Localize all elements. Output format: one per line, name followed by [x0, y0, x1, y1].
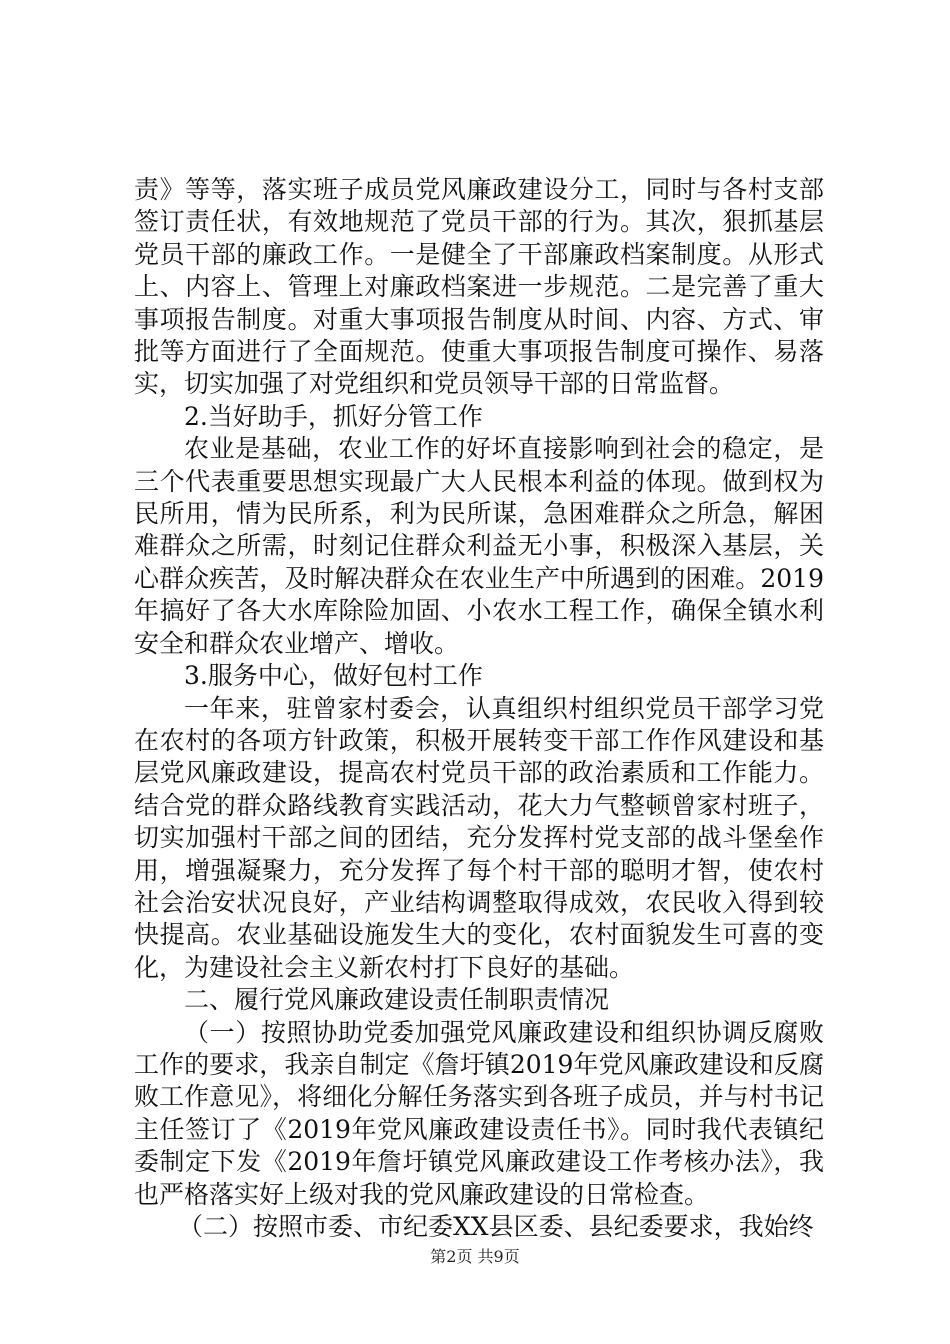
section-heading-2: 2.当好助手，抓好分管工作 — [184, 401, 483, 431]
page-footer: 第2页 共9页 — [430, 1247, 520, 1266]
paragraph-item-two: （二）按照市委、市纪委XX县区委、县纪委要求，我始终 — [178, 1212, 814, 1241]
paragraph-item-one: （一）按照协助党委加强党风廉政建设和组织协调反腐败工作的要求，我亲自制定《詹圩镇2019年党风廉政建设和反腐败工作意见》，将细化分解任务落实到各班子成员，并与村书记主任签订了《2019年党风廉政建设责任书》。同时我代表镇纪委制定下发《2019年詹圩镇党风廉政建设工作考核办法》，我也严格落实好上级对我的党风廉政建设的日常检查。 — [134, 1017, 824, 1209]
section-heading-part-two: 二、履行党风廉政建设责任制职责情况 — [184, 985, 610, 1015]
paragraph-agriculture: 农业是基础，农业工作的好坏直接影响到社会的稳定，是三个代表重要思想实现最广大人民根本利益的体现。做到权为民所用，情为民所系，利为民所谋，急困难群众之所急，解困难群众之所需，时刻记住群众利益无小事，积极深入基层，关心群众疾苦，及时解决群众在农业生产中所遇到的困难。2019年搞好了各大水库除险加固、小农水工程工作，确保全镇水利安全和群众农业增产、增收。 — [134, 434, 824, 658]
document-body — [134, 174, 824, 1243]
section-heading-3: 3.服务中心，做好包村工作 — [184, 661, 483, 691]
paragraph-village-work: 一年来，驻曾家村委会，认真组织村组织党员干部学习党在农村的各项方针政策，积极开展转变干部工作作风建设和基层党风廉政建设，提高农村党员干部的政治素质和工作能力。结合党的群众路线教育实践活动，花大力气整顿曾家村班子，切实加强村干部之间的团结，充分发挥村党支部的战斗堡垒作用，增强凝聚力，充分发挥了每个村干部的聪明才智，使农村社会治安状况良好，产业结构调整取得成效，农民收入得到较快提高。农业基础设施发生大的变化，农村面貌发生可喜的变化，为建设社会主义新农村打下良好的基础。 — [134, 693, 824, 982]
paragraph-continuation: 责》等等，落实班子成员党风廉政建设分工，同时与各村支部签订责任状，有效地规范了党员干部的行为。其次，狠抓基层党员干部的廉政工作。一是健全了干部廉政档案制度。从形式上、内容上、管理上对廉政档案进一步规范。二是完善了重大事项报告制度。对重大事项报告制度从时间、内容、方式、审批等方面进行了全面规范。使重大事项报告制度可操作、易落实，切实加强了对党组织和党员领导干部的日常监督。 — [134, 175, 824, 399]
